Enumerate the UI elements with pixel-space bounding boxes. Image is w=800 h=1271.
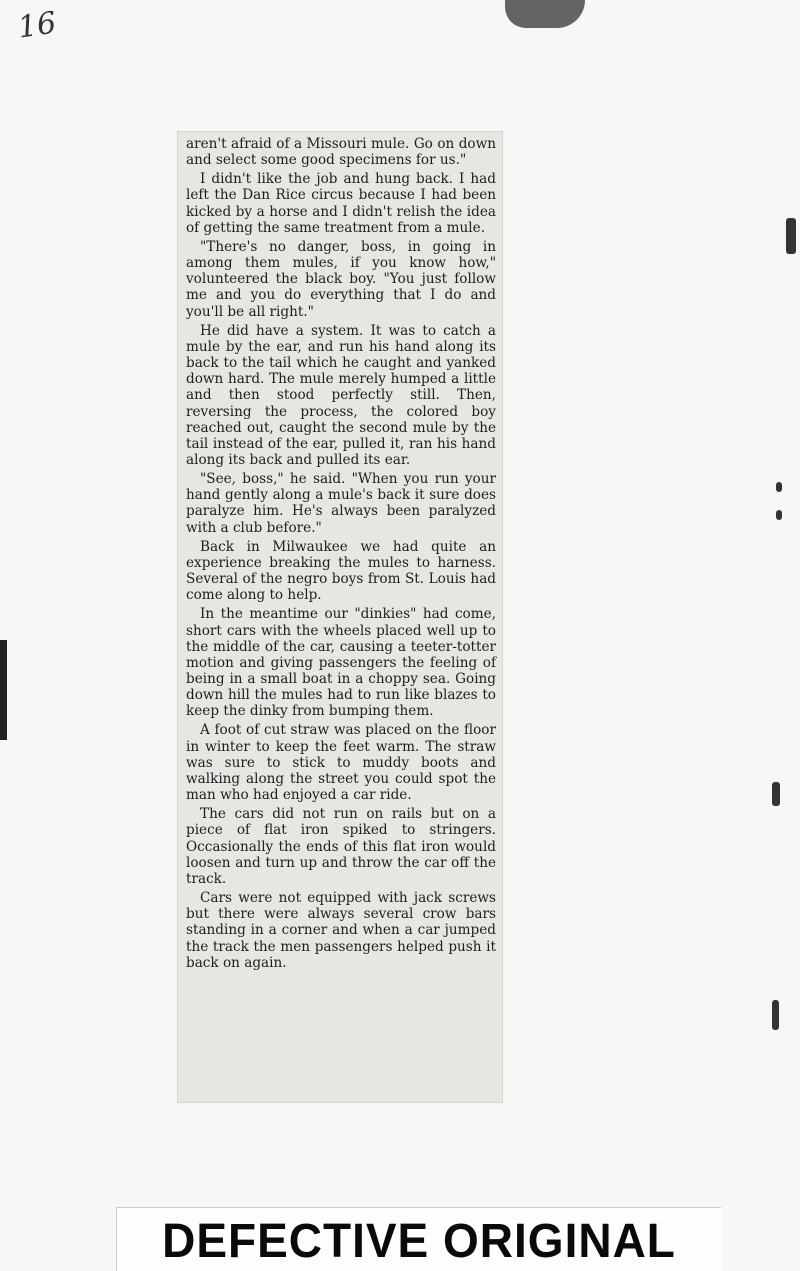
scan-left-edge-mark bbox=[0, 640, 7, 740]
article-column bbox=[186, 136, 496, 974]
article-paragraph: In the meantime our "dinkies" had come, short cars with the wheels placed well up to the middle of the car, causing a teeter-totter motion and giving passengers the feeling of being in a small boat in a choppy sea. Going down hill the mules had to run like blazes to keep the dinky from bumping them. bbox=[186, 606, 496, 720]
article-paragraph: Cars were not equipped with jack screws but there were always several crow bars standing in a corner and when a car jumped the track the men passengers helped push it back on again. bbox=[186, 890, 496, 971]
scan-right-mark bbox=[776, 482, 782, 492]
article-paragraph: The cars did not run on rails but on a piece of flat iron spiked to stringers. Occasionally the ends of this flat iron would loosen and turn up and throw the car off the track. bbox=[186, 806, 496, 887]
article-paragraph: He did have a system. It was to catch a mule by the ear, and run his hand along its back to the tail which he caught and yanked down hard. The mule merely humped a little and then stood perfectly still. Then, reversing the process, the colored boy reached out, caught the second mule by the tail instead of the ear, pulled it, ran his hand along its back and pulled its ear. bbox=[186, 322, 496, 468]
article-paragraph: "There's no danger, boss, in going in among them mules, if you know how," volunteered the black boy. "You just follow me and you do everything that I do and you'll be all right." bbox=[186, 238, 496, 320]
article-paragraph: "See, boss," he said. "When you run your hand gently along a mule's back it sure does paralyze him. He's always been paralyzed with a club before." bbox=[186, 471, 496, 536]
scan-right-mark bbox=[786, 218, 796, 254]
scan-right-mark bbox=[772, 1000, 779, 1030]
scan-right-mark bbox=[776, 510, 782, 520]
page-number: 16 bbox=[15, 5, 59, 46]
scan-corner-mark bbox=[505, 0, 585, 28]
scan-right-mark bbox=[772, 782, 780, 806]
article-paragraph: Back in Milwaukee we had quite an experience breaking the mules to harness. Several of the negro boys from St. Louis had come along to help. bbox=[186, 538, 496, 604]
article-paragraph: I didn't like the job and hung back. I had left the Dan Rice circus because I had been kicked by a horse and I didn't relish the idea of getting the same treatment from a mule. bbox=[186, 171, 496, 236]
article-paragraph: A foot of cut straw was placed on the floor in winter to keep the feet warm. The straw was sure to stick to muddy boots and walking along the street you could spot the man who had enjoyed a car ride. bbox=[186, 722, 496, 804]
defective-original-stamp bbox=[116, 1207, 721, 1271]
article-paragraph: aren't afraid of a Missouri mule. Go on down and select some good specimens for us." bbox=[186, 136, 496, 169]
stamp-label: DEFECTIVE ORIGINAL bbox=[162, 1212, 676, 1267]
